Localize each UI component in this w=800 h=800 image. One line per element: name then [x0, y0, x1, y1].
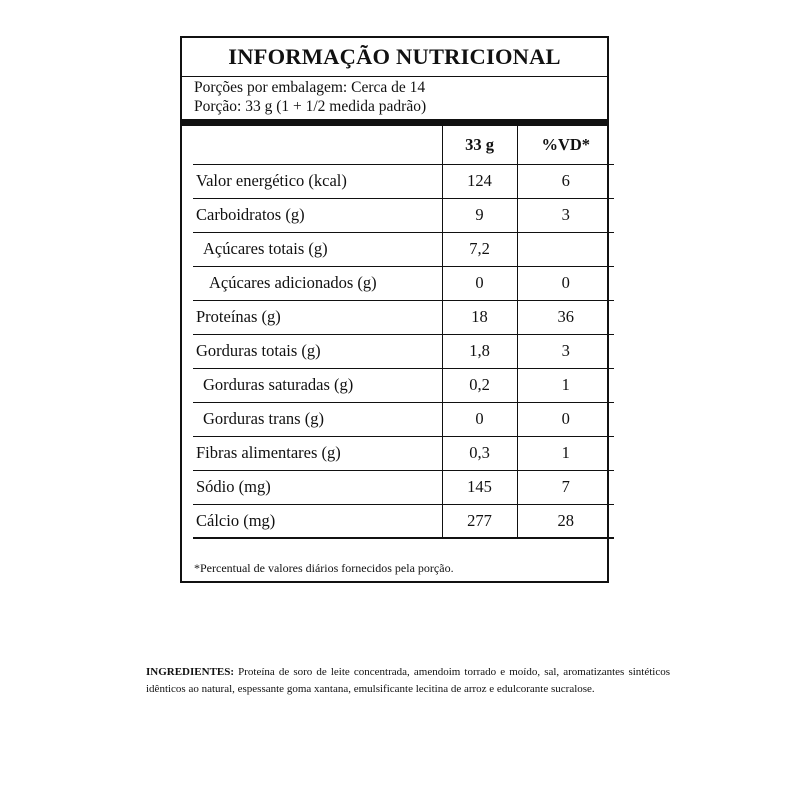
thick-divider [182, 119, 607, 126]
nutrient-amount: 145 [442, 470, 517, 504]
nutrient-daily-value: 1 [517, 368, 614, 402]
table-row [193, 368, 614, 402]
nutrient-name: Gorduras totais (g) [193, 334, 442, 368]
header-daily-value: %VD* [517, 126, 614, 164]
nutrient-amount: 18 [442, 300, 517, 334]
table-row [193, 402, 614, 436]
header-nutrient [193, 126, 442, 164]
nutrient-table [193, 126, 614, 539]
nutrient-daily-value: 7 [517, 470, 614, 504]
nutrient-daily-value: 6 [517, 164, 614, 198]
nutrient-amount: 7,2 [442, 232, 517, 266]
nutrient-rows [193, 164, 614, 538]
nutrient-amount: 0,3 [442, 436, 517, 470]
nutrient-name: Fibras alimentares (g) [193, 436, 442, 470]
serving-info [194, 78, 426, 116]
table-row [193, 266, 614, 300]
nutrient-daily-value: 3 [517, 334, 614, 368]
nutrient-name: Gorduras saturadas (g) [193, 368, 442, 402]
table-row [193, 198, 614, 232]
nutrition-facts-label [180, 36, 609, 583]
ingredients-heading: INGREDIENTES: [146, 666, 235, 678]
nutrient-amount: 1,8 [442, 334, 517, 368]
nutrient-name: Açúcares totais (g) [193, 232, 442, 266]
nutrient-name: Açúcares adicionados (g) [193, 266, 442, 300]
nutrient-name: Carboidratos (g) [193, 198, 442, 232]
table-row [193, 436, 614, 470]
serving-size: Porção: 33 g (1 + 1/2 medida padrão) [194, 98, 427, 115]
footnote: *Percentual de valores diários fornecidos pela porção. [194, 561, 454, 575]
nutrient-daily-value: 0 [517, 266, 614, 300]
nutrient-daily-value: 3 [517, 198, 614, 232]
table-row [193, 334, 614, 368]
table-row [193, 164, 614, 198]
nutrient-amount: 0 [442, 402, 517, 436]
nutrient-name: Proteínas (g) [193, 300, 442, 334]
nutrient-daily-value: 0 [517, 402, 614, 436]
ingredients-text [146, 664, 670, 698]
servings-per-package: Porções por embalagem: Cerca de 14 [194, 79, 426, 96]
nutrient-name: Sódio (mg) [193, 470, 442, 504]
nutrient-amount: 9 [442, 198, 517, 232]
ingredients-list: Proteína de soro de leite concentrada, amendoim torrado e moído, sal, aromatizantes sintéticos idênticos ao natural, espessante goma xantana, emulsificante lecitina de arroz e edulcorante sucralose. [146, 666, 670, 695]
nutrient-amount: 0 [442, 266, 517, 300]
nutrient-daily-value [517, 232, 614, 266]
nutrient-name: Gorduras trans (g) [193, 402, 442, 436]
header-amount: 33 g [442, 126, 517, 164]
nutrient-daily-value: 1 [517, 436, 614, 470]
title-divider [182, 76, 607, 77]
label-title: INFORMAÇÃO NUTRICIONAL [228, 44, 561, 69]
nutrient-amount: 124 [442, 164, 517, 198]
table-row [193, 470, 614, 504]
table-row [193, 504, 614, 538]
nutrient-daily-value: 36 [517, 300, 614, 334]
nutrient-amount: 0,2 [442, 368, 517, 402]
nutrient-name: Cálcio (mg) [193, 504, 442, 538]
nutrient-amount: 277 [442, 504, 517, 538]
nutrient-name: Valor energético (kcal) [193, 164, 442, 198]
table-header-row [193, 126, 614, 164]
table-row [193, 232, 614, 266]
table-row [193, 300, 614, 334]
nutrient-daily-value: 28 [517, 504, 614, 538]
